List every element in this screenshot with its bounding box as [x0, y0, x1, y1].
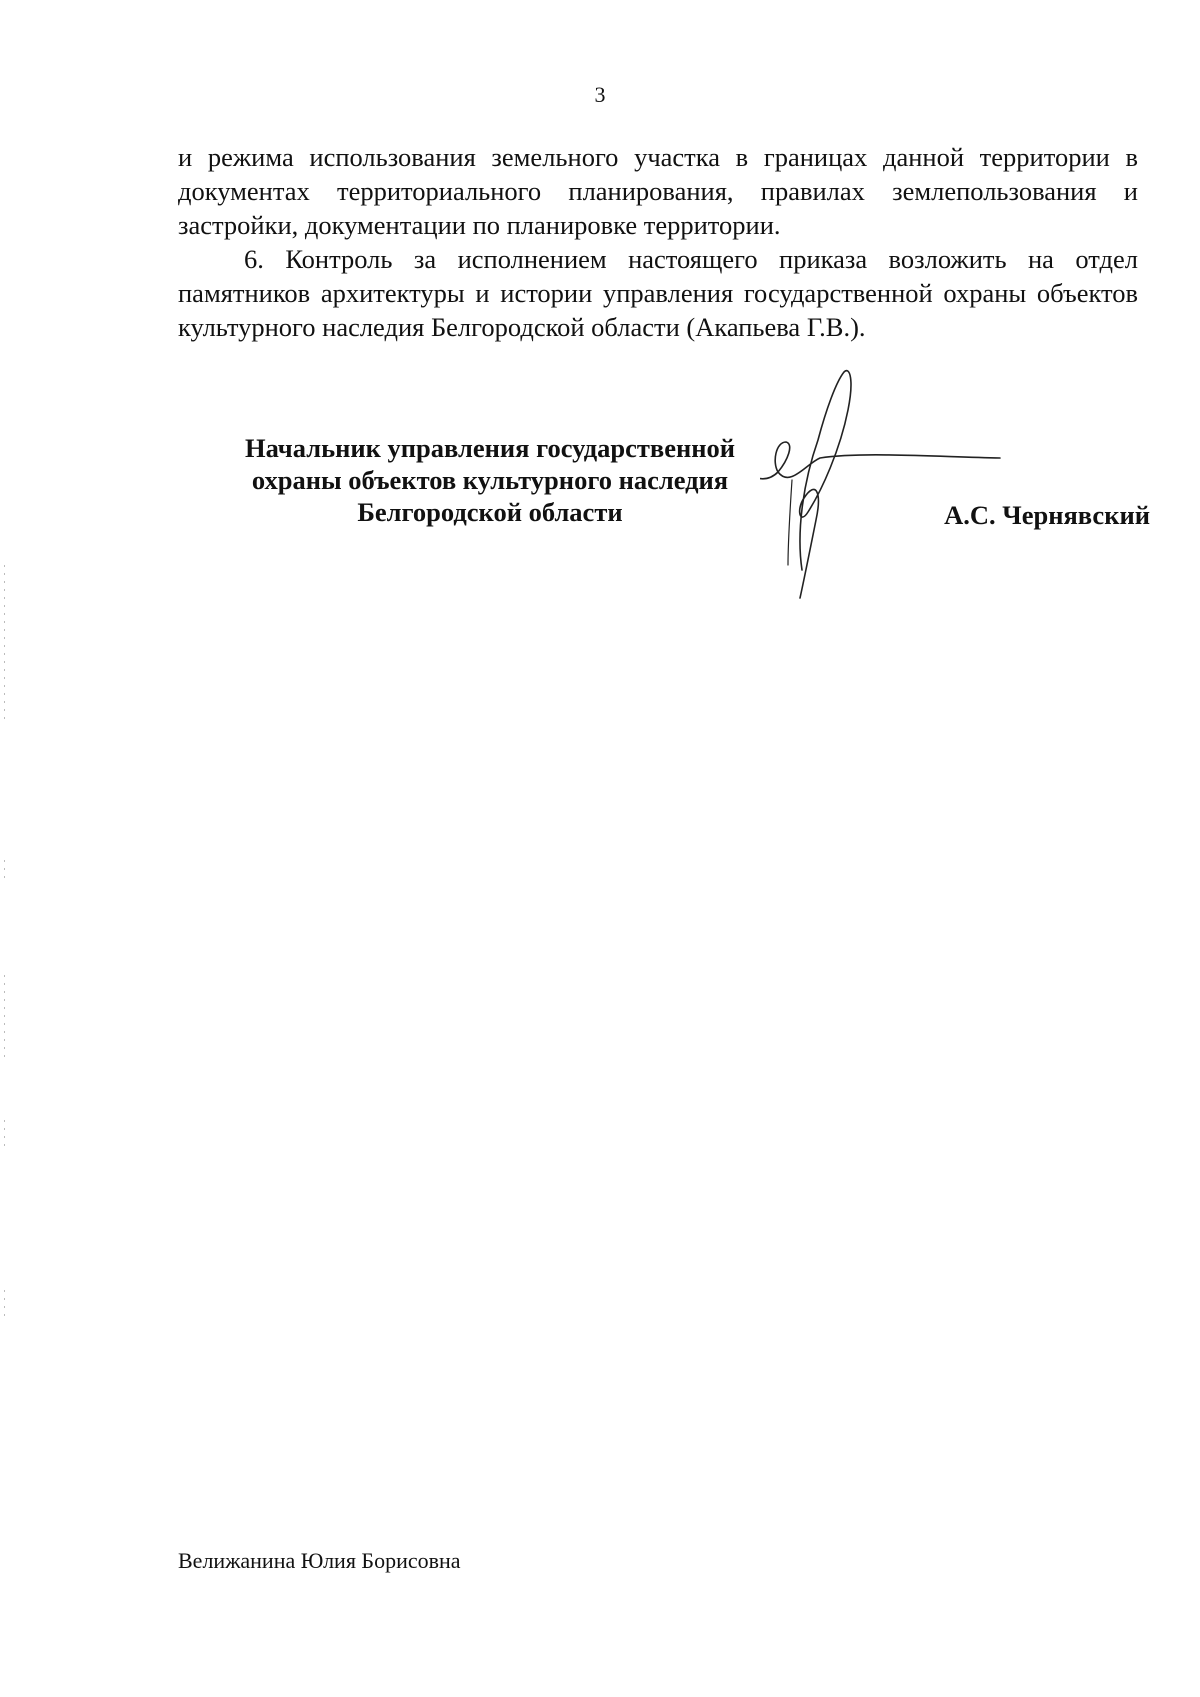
document-body [178, 140, 1138, 344]
signatory-position [220, 432, 760, 528]
position-line-2: охраны объектов культурного наследия [251, 465, 729, 495]
executor-name: Велижанина Юлия Борисовна [178, 1548, 461, 1573]
position-line-1: Начальник управления государственной [244, 433, 736, 463]
signatory-name: А.С. Чернявский [944, 500, 1150, 530]
paragraph-6: 6. Контроль за исполнением настоящего приказа возложить на отдел памятников архитектуры и истории управления государственной охраны объектов культурного наследия Белгородской области (Акапьева Г.В.). [178, 244, 1138, 342]
paragraph-continuation: и режима использования земельного участка в границах данной территории в документах территориального планирования, правилах землепользования и застройки, документации по планировке территории. [178, 142, 1138, 240]
page-number: 3 [594, 82, 606, 107]
scan-edge-marks [3, 0, 6, 1697]
position-line-3: Белгородской области [357, 497, 623, 527]
handwritten-signature [760, 360, 1020, 630]
